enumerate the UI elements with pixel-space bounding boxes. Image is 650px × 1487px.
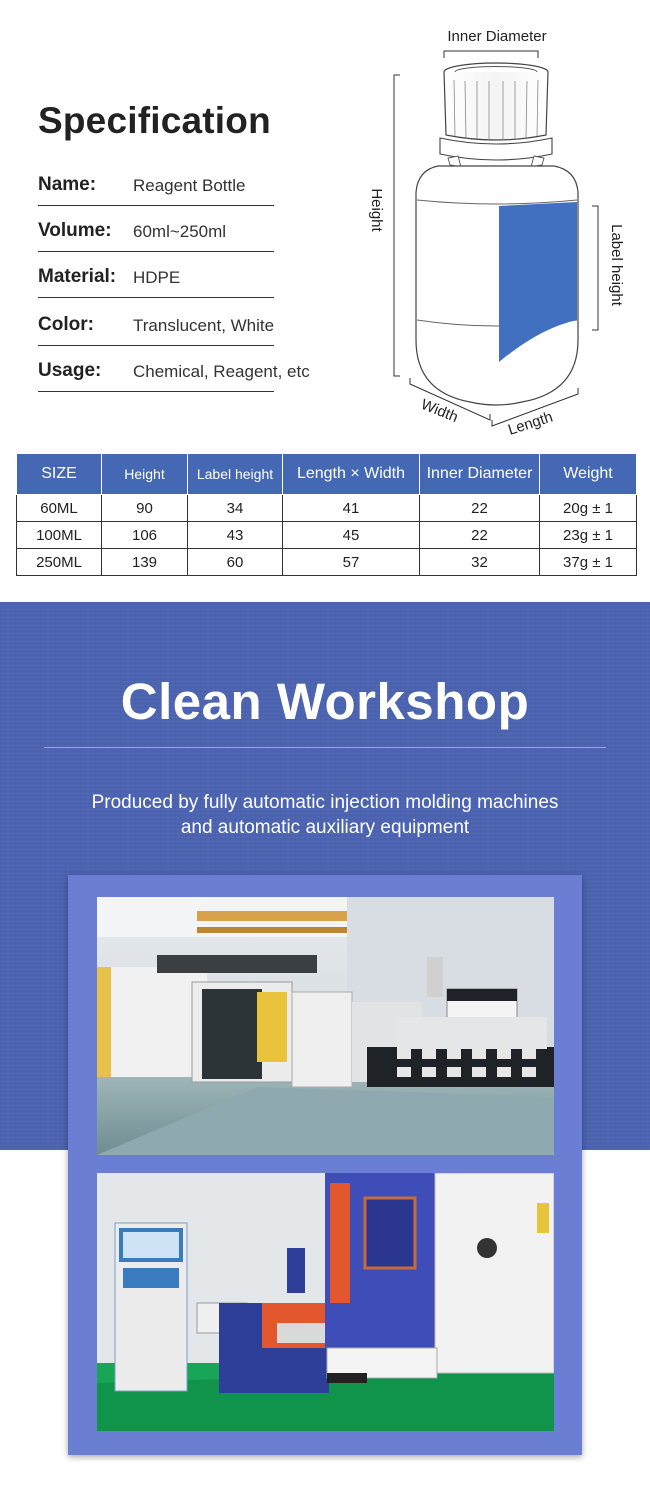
injection-molding-photo [97, 897, 554, 1155]
table-header-row [17, 454, 637, 495]
table-cell: 100ML [17, 522, 102, 549]
spec-label: Material: [38, 266, 117, 287]
col-header-weight: Weight [540, 454, 637, 495]
spec-value: Translucent, White [133, 316, 275, 335]
spec-label: Color: [38, 314, 94, 335]
table-cell: 43 [188, 522, 283, 549]
col-header-length-width: Length × Width [283, 454, 420, 495]
length-label: Length [505, 408, 555, 439]
spec-row-color [38, 310, 274, 346]
size-table [16, 453, 637, 576]
workshop-description [40, 790, 610, 840]
table-cell: 60 [188, 549, 283, 576]
table-cell: 60ML [17, 495, 102, 522]
col-header-inner-diameter: Inner Diameter [420, 454, 540, 495]
workshop-title: Clean Workshop [120, 673, 530, 730]
spec-label: Name: [38, 174, 97, 195]
spec-title: Specification [38, 100, 271, 141]
spec-row-material [38, 262, 274, 298]
table-row [17, 495, 637, 522]
label-height-label: Label height [608, 224, 625, 306]
table-cell: 106 [102, 522, 188, 549]
spec-value: 60ml~250ml [133, 222, 227, 241]
inner-diameter-label: Inner Diameter [447, 28, 547, 45]
table-cell: 32 [420, 549, 540, 576]
bottle-diagram [360, 20, 650, 440]
table-cell: 45 [283, 522, 420, 549]
table-cell: 34 [188, 495, 283, 522]
spec-row-name [38, 170, 274, 206]
spec-divider [38, 345, 274, 346]
table-cell: 57 [283, 549, 420, 576]
bottle-body [416, 166, 578, 405]
photo-frame [68, 875, 582, 1455]
table-cell: 20g ± 1 [540, 495, 637, 522]
spec-divider [38, 297, 274, 298]
spec-value: Reagent Bottle [133, 176, 246, 195]
spec-row-volume [38, 216, 274, 252]
table-cell: 37g ± 1 [540, 549, 637, 576]
col-header-height: Height [102, 454, 188, 495]
inner-diameter-bracket [444, 51, 538, 58]
workshop-divider [44, 747, 606, 748]
spec-label: Usage: [38, 360, 102, 381]
spec-value: HDPE [133, 268, 181, 287]
workshop-desc-line: Produced by fully automatic injection molding machines [91, 792, 559, 813]
spec-row-usage [38, 356, 310, 392]
table-row [17, 522, 637, 549]
width-label: Width [418, 395, 461, 427]
height-bracket [394, 75, 400, 376]
table-cell: 22 [420, 495, 540, 522]
spec-divider [38, 391, 274, 392]
spec-divider [38, 251, 274, 252]
table-cell: 90 [102, 495, 188, 522]
table-cell: 23g ± 1 [540, 522, 637, 549]
bottle-cap [440, 63, 552, 167]
table-cell: 22 [420, 522, 540, 549]
testing-lab-photo [97, 1173, 554, 1431]
height-label: Height [368, 188, 385, 232]
spec-value: Chemical, Reagent, etc [133, 362, 310, 381]
col-header-label-height: Label height [188, 454, 283, 495]
table-row [17, 549, 637, 576]
label-height-bracket [592, 206, 598, 330]
col-header-size: SIZE [17, 454, 102, 495]
spec-divider [38, 205, 274, 206]
table-cell: 41 [283, 495, 420, 522]
spec-label: Volume: [38, 220, 112, 241]
table-cell: 139 [102, 549, 188, 576]
workshop-desc-line: and automatic auxiliary equipment [180, 817, 470, 838]
table-cell: 250ML [17, 549, 102, 576]
